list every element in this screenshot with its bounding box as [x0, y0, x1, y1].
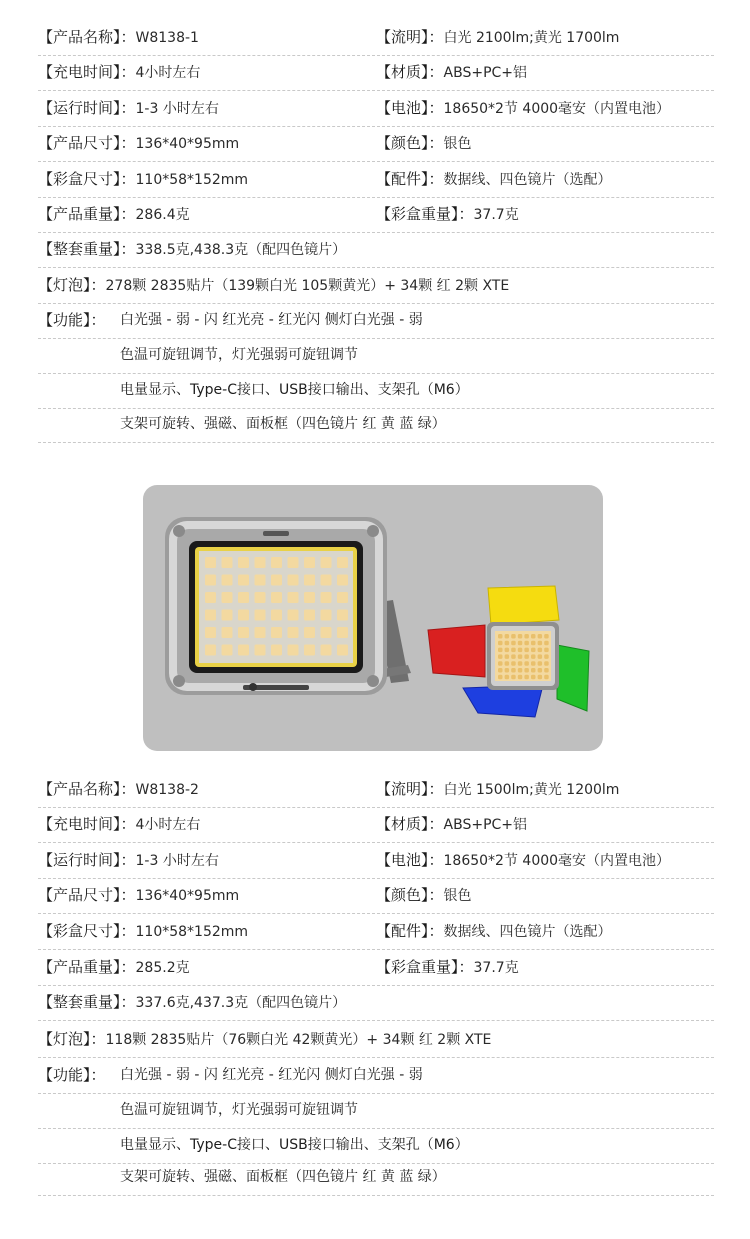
- led-chip: [531, 661, 536, 666]
- led-chip: [271, 610, 282, 621]
- led-chip: [337, 627, 348, 638]
- led-chip: [205, 610, 216, 621]
- led-chip: [531, 634, 536, 639]
- spec-row-function: [38, 338, 714, 374]
- led-chip: [518, 641, 523, 646]
- led-chip: [271, 645, 282, 656]
- spec-row-function: [38, 1058, 714, 1094]
- function-line: 色温可旋钮调节，灯光强弱可旋钮调节: [120, 1102, 358, 1118]
- spec-row-function: [38, 1093, 714, 1129]
- led-chip: [524, 675, 529, 680]
- led-chip: [498, 634, 503, 639]
- floodlight-main: [165, 517, 411, 695]
- led-chip: [505, 668, 510, 673]
- spec-label-right: 【电池】：18650*2节 4000毫安（内置电池）: [376, 99, 671, 117]
- led-chip: [505, 675, 510, 680]
- led-chip: [321, 645, 332, 656]
- led-chip: [518, 634, 523, 639]
- led-chip: [337, 610, 348, 621]
- spec-label: 【产品重量】：285.2克: [38, 958, 190, 976]
- spec-row: [38, 807, 714, 843]
- led-chip: [255, 557, 266, 568]
- led-chip: [288, 557, 299, 568]
- spec-label: 【灯泡】：278颗 2835贴片（139颗白光 105颗黄光）+ 34颗 红 2颗 XTE: [38, 276, 510, 294]
- led-chip: [337, 575, 348, 586]
- function-line: 白光强 - 弱 - 闪 红光亮 - 红光闪 侧灯白光强 - 弱: [120, 312, 423, 328]
- led-chip: [538, 634, 543, 639]
- led-chip: [238, 592, 249, 603]
- spec-label-right: 【电池】：18650*2节 4000毫安（内置电池）: [376, 851, 671, 869]
- spec-label: 【功能】：: [38, 311, 106, 329]
- led-chip: [205, 627, 216, 638]
- led-chip: [538, 648, 543, 653]
- spec-label: 【彩盒尺寸】：110*58*152mm: [38, 170, 249, 188]
- spec-row-set-weight: [38, 985, 714, 1021]
- function-line: 电量显示、Type-C接口、USB接口输出、支架孔（M6）: [120, 1137, 469, 1153]
- led-chip: [222, 645, 233, 656]
- spec-label: 【产品名称】：W8138-2: [38, 780, 199, 798]
- led-chip: [255, 627, 266, 638]
- led-chip: [518, 675, 523, 680]
- spec-label-right: 【颜色】：银色: [376, 134, 472, 152]
- led-chip: [205, 557, 216, 568]
- spec-row-function: [38, 373, 714, 409]
- led-chip: [304, 575, 315, 586]
- led-chip: [531, 648, 536, 653]
- led-chip: [524, 654, 529, 659]
- led-chip: [238, 575, 249, 586]
- spec-label: 【灯泡】：118颗 2835贴片（76颗白光 42颗黄光）+ 34颗 红 2颗 XTE: [38, 1030, 492, 1048]
- led-chip: [205, 592, 216, 603]
- spec-row: [38, 950, 714, 986]
- led-chip: [524, 668, 529, 673]
- led-chip: [505, 661, 510, 666]
- led-chip: [271, 627, 282, 638]
- spec-row: [38, 162, 714, 198]
- led-chip: [544, 654, 549, 659]
- led-chip: [238, 627, 249, 638]
- led-chip: [337, 557, 348, 568]
- spec-row-function: [38, 1160, 714, 1196]
- led-chip: [337, 592, 348, 603]
- led-chip: [288, 610, 299, 621]
- led-chip: [238, 557, 249, 568]
- spec-label: 【运行时间】：1-3 小时左右: [38, 851, 219, 869]
- led-chip: [337, 645, 348, 656]
- led-chip: [498, 675, 503, 680]
- spec-label: 【运行时间】：1-3 小时左右: [38, 99, 219, 117]
- led-chip: [288, 645, 299, 656]
- led-chip: [288, 627, 299, 638]
- spec-label: 【充电时间】：4小时左右: [38, 63, 201, 81]
- spec-label: 【产品尺寸】：136*40*95mm: [38, 134, 240, 152]
- spec-row-function: [38, 1128, 714, 1164]
- spec-label-right: 【颜色】：银色: [376, 886, 472, 904]
- led-chip: [288, 575, 299, 586]
- led-chip: [255, 610, 266, 621]
- led-chip: [222, 592, 233, 603]
- product-image: [143, 485, 603, 751]
- led-chip: [238, 645, 249, 656]
- led-chip: [222, 557, 233, 568]
- function-line: 白光强 - 弱 - 闪 红光亮 - 红光闪 侧灯白光强 - 弱: [120, 1067, 423, 1083]
- spec-row: [38, 772, 714, 808]
- floodlight-illustration: [143, 485, 603, 751]
- led-chip: [321, 557, 332, 568]
- function-line: 支架可旋转、强磁、面板框（四色镜片 红 黄 蓝 绿）: [120, 1169, 446, 1185]
- led-chip: [205, 645, 216, 656]
- led-chip: [238, 610, 249, 621]
- led-chip: [524, 641, 529, 646]
- spec-label: 【产品重量】：286.4克: [38, 205, 190, 223]
- led-chip: [518, 668, 523, 673]
- led-chip: [538, 668, 543, 673]
- led-chip: [505, 654, 510, 659]
- function-line: 支架可旋转、强磁、面板框（四色镜片 红 黄 蓝 绿）: [120, 416, 446, 432]
- led-chip: [498, 641, 503, 646]
- led-chip: [511, 668, 516, 673]
- spec-label-right: 【流明】：白光 1500lm;黄光 1200lm: [376, 780, 620, 798]
- spec-row: [38, 55, 714, 91]
- led-chip: [498, 661, 503, 666]
- led-chip: [531, 654, 536, 659]
- led-chip: [538, 654, 543, 659]
- spec-row: [38, 914, 714, 950]
- led-chip: [321, 627, 332, 638]
- spec-label: 【整套重量】：338.5克,438.3克（配四色镜片）: [38, 240, 347, 258]
- led-chip: [222, 610, 233, 621]
- led-chip: [505, 641, 510, 646]
- spec-label-right: 【配件】：数据线、四色镜片（选配）: [376, 170, 612, 188]
- led-chip: [538, 661, 543, 666]
- led-chip: [498, 668, 503, 673]
- led-chip: [531, 675, 536, 680]
- led-chip: [511, 648, 516, 653]
- spec-label-right: 【材质】：ABS+PC+铝: [376, 63, 528, 81]
- led-chip: [271, 575, 282, 586]
- led-chip: [288, 592, 299, 603]
- led-chip: [524, 648, 529, 653]
- led-chip: [222, 627, 233, 638]
- spec-row: [38, 91, 714, 127]
- spec-row-function: [38, 303, 714, 339]
- led-chip: [524, 661, 529, 666]
- led-chip: [544, 634, 549, 639]
- led-chip: [518, 648, 523, 653]
- spec-label: 【产品名称】：W8138-1: [38, 28, 199, 46]
- led-chip: [544, 661, 549, 666]
- spec-label-right: 【材质】：ABS+PC+铝: [376, 815, 528, 833]
- led-chip: [511, 661, 516, 666]
- led-chip: [544, 648, 549, 653]
- function-line: 电量显示、Type-C接口、USB接口输出、支架孔（M6）: [120, 382, 469, 398]
- led-chip: [511, 654, 516, 659]
- led-chip: [205, 575, 216, 586]
- spec-label-right: 【配件】：数据线、四色镜片（选配）: [376, 922, 612, 940]
- led-chip: [304, 627, 315, 638]
- spec-row: [38, 126, 714, 162]
- led-chip: [524, 634, 529, 639]
- spec-row-set-weight: [38, 232, 714, 268]
- spec-label-right: 【彩盒重量】：37.7克: [376, 205, 519, 223]
- led-chip: [518, 654, 523, 659]
- led-chip: [304, 610, 315, 621]
- spec-row-bulb: [38, 1022, 714, 1058]
- spec-row: [38, 20, 714, 56]
- led-chip: [321, 575, 332, 586]
- spec-label: 【产品尺寸】：136*40*95mm: [38, 886, 240, 904]
- led-chip: [304, 557, 315, 568]
- spec-label: 【功能】：: [38, 1066, 106, 1084]
- led-chip: [498, 654, 503, 659]
- led-chip: [538, 675, 543, 680]
- led-chip: [271, 592, 282, 603]
- led-chip: [255, 645, 266, 656]
- led-chip: [511, 634, 516, 639]
- led-chip: [505, 634, 510, 639]
- floodlight-with-lenses: [428, 586, 589, 717]
- led-chip: [255, 592, 266, 603]
- led-chip: [498, 648, 503, 653]
- spec-label: 【整套重量】：337.6克,437.3克（配四色镜片）: [38, 993, 347, 1011]
- spec-label: 【充电时间】：4小时左右: [38, 815, 201, 833]
- led-chip: [544, 668, 549, 673]
- led-chip: [321, 592, 332, 603]
- spec-label-right: 【彩盒重量】：37.7克: [376, 958, 519, 976]
- function-line: 色温可旋钮调节，灯光强弱可旋钮调节: [120, 347, 358, 363]
- spec-label-right: 【流明】：白光 2100lm;黄光 1700lm: [376, 28, 620, 46]
- led-chip: [304, 592, 315, 603]
- spec-row-bulb: [38, 268, 714, 304]
- led-chip: [304, 645, 315, 656]
- led-chip: [538, 641, 543, 646]
- led-chip: [531, 641, 536, 646]
- led-chip: [511, 641, 516, 646]
- led-chip: [531, 668, 536, 673]
- led-chip: [222, 575, 233, 586]
- spec-row: [38, 843, 714, 879]
- led-chip: [271, 557, 282, 568]
- led-chip: [518, 661, 523, 666]
- spec-row-function: [38, 407, 714, 443]
- led-chip: [511, 675, 516, 680]
- spec-row: [38, 197, 714, 233]
- led-chip: [544, 675, 549, 680]
- led-chip: [255, 575, 266, 586]
- spec-label: 【彩盒尺寸】：110*58*152mm: [38, 922, 249, 940]
- spec-row: [38, 878, 714, 914]
- led-chip: [544, 641, 549, 646]
- led-chip: [505, 648, 510, 653]
- led-chip: [321, 610, 332, 621]
